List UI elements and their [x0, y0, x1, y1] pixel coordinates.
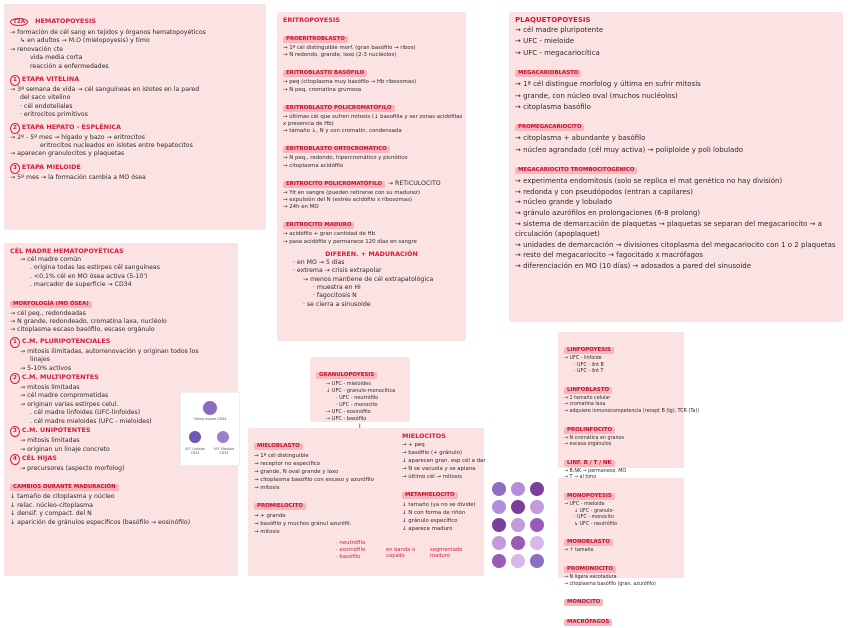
note-line: . cél madre mieloides (UFC - mieloides) — [30, 417, 152, 425]
granulo-stages-card — [248, 428, 484, 576]
note-line: · UFC - neutrófilo — [336, 395, 379, 401]
note-line: → Yit en sangre (pueden retirarse con su madurez) — [283, 189, 420, 196]
note-line: linajes — [30, 356, 50, 364]
note-line: → grande, con núcleo oval (muchos nucléolos) — [515, 91, 678, 100]
note-line: · UFC - lint B — [574, 362, 604, 368]
lymphoid-cell-icon — [189, 431, 201, 443]
note-line: → formación de cél sang en tejidos y órganos hematopoyéticos — [10, 29, 206, 36]
granulopoyesis-title: GRANULOPOYESIS — [316, 372, 377, 379]
morfologia-heading: MORFOLOGÍA (MO ÓSEA) — [10, 301, 92, 308]
note-line: → expulsión del N (estrés acidófilo x ribosomas) — [283, 197, 412, 204]
note-line: . cél madre linfoides (UFC-linfoides) — [30, 409, 141, 417]
hematopoyesis-card — [4, 4, 266, 230]
granulocyte-cell-icon — [530, 536, 544, 550]
note-line: → último cél → mitosis — [402, 474, 463, 480]
note-line: → pasa acidófilo y permanece 120 días en sangre — [283, 238, 417, 245]
note-line: → 1ª cél distinguible — [254, 453, 309, 459]
note-line: → mitosis — [254, 485, 280, 491]
note-line: → acidófilo + gran cantidad de Hb — [283, 231, 376, 238]
note-line: → 1ª cél distingue morfolog y última en sufrir mitosis — [515, 80, 701, 89]
promegacariocito-heading: PROMEGACARIOCITO — [515, 124, 584, 131]
note-line: → mitosis ilimitadas, autorrenovación y originan todos los — [20, 347, 199, 355]
note-line: → originan un linaje concreto — [20, 445, 110, 453]
note-line: → 1 tamaño celular — [564, 395, 611, 401]
en-banda-label: en banda o cayado — [386, 547, 416, 560]
note-line: · muestra en Hi — [313, 284, 361, 292]
note-line: · UFC - lint T — [574, 369, 604, 375]
note-line: → originan varias estirpes celul. — [20, 400, 119, 408]
monopoyesis-card — [558, 478, 684, 626]
note-line: · UFC - monocito — [336, 402, 378, 408]
celulas-hijas-heading: 4 CÉL HIJAS — [10, 454, 232, 465]
note-line: → adquiere inmunocompetencia (recept B (Ig), TCR (Ta)) — [564, 408, 700, 414]
note-line: . origina todas las estirpes cél sanguíneas — [30, 264, 160, 272]
note-line: → + peq — [402, 442, 425, 448]
multipotentes-heading: 2 C.M. MULTIPOTENTES — [10, 373, 232, 384]
note-line: → 1ª cél distinguible morf. (gran basófilo → ribos) — [283, 45, 416, 51]
linfocitos-heading: LINF. B / T / NK — [564, 460, 615, 467]
note-line: → redonda y con pseudópodos (entran a capilares) — [515, 187, 694, 196]
megacarioblasto-heading: MEGACARIOBLASTO — [515, 70, 581, 77]
granulocyte-cell-icon — [511, 500, 525, 514]
granulocyte-cell-icon — [530, 554, 544, 568]
note-line: → mitosis — [254, 529, 280, 535]
granulocyte-cell-icon — [511, 518, 525, 532]
note-line: → 5º mes → la formación cambia a MO ósea — [10, 173, 146, 181]
plaquetopoyesis-card — [509, 12, 843, 322]
note-line: ↳ en adultos → M.O (mielopoyesis) y timo — [20, 37, 150, 45]
note-line: → mitosis limitadas — [20, 384, 80, 392]
unipotentes-heading: 3 C.M. UNIPOTENTES — [10, 426, 232, 437]
note-line: → cél madre pluripotente — [515, 26, 604, 34]
note-line: → núcleo agrandado (cél muy activa) → poliploide y poli lobulado — [515, 145, 744, 154]
note-line: ↓ UFC - granulo-monocítica — [326, 388, 396, 394]
note-line: → diferenciación en MO (10 días) → adosados a pared del sinusoide — [515, 262, 752, 270]
diferenciacion-heading: DIFEREN. + MADURACIÓN — [325, 249, 418, 258]
note-line: → UFC - megacariocítica — [515, 48, 600, 57]
promonocito-heading: PROMONOCITO — [564, 566, 616, 573]
eritro-stage-heading: ERITROCITO MADURO — [283, 211, 460, 231]
note-line: → N peq, cromatina grumosa — [283, 86, 362, 93]
note-line: ↓ N con forma de riñón — [402, 510, 466, 516]
note-line: → escasa orgánulos — [564, 442, 612, 448]
macrofagos-heading: MACRÓFAGOS — [564, 619, 612, 626]
note-line: → precursores (aspecto morfolog) — [20, 464, 125, 472]
note-line: → UFC - basófilo — [326, 416, 367, 422]
note-line: → aparecen granulocitos y plaquetas — [10, 150, 125, 158]
note-line: → citoplasma acidófilo — [283, 162, 344, 169]
note-line: → + grande — [254, 513, 286, 519]
note-line: · extrema → crisis extrapolar — [293, 267, 382, 275]
bottom-item-basofilo: · basófilo — [336, 554, 361, 560]
granulopoyesis-card — [310, 357, 410, 422]
note-line: → 2º - 5º mes → hígado y bazo → eritrocitos — [10, 133, 145, 141]
note-line: → N grande, redondeado, cromatina laxa, nucléolo — [10, 318, 167, 326]
granulocyte-cell-icon — [511, 482, 525, 496]
granulocyte-cell-icon — [530, 518, 544, 532]
plaquetopoyesis-title: PLAQUETOPOYESIS — [515, 16, 591, 24]
note-line: ↓ aparece maduro — [402, 526, 453, 532]
note-line: ↓ UFC - granulo- — [574, 508, 615, 514]
note-line: → menos mantiene de cél extrapatológica — [303, 275, 434, 283]
note-line: → núcleo grande y lobulado — [515, 198, 613, 207]
note-line: → mitosis limitadas — [20, 437, 80, 445]
granulocyte-cell-icon — [492, 518, 506, 532]
bottom-item-eosinofilo: · eosinófilo — [336, 547, 366, 553]
granulocyte-cell-icon — [492, 554, 506, 568]
eritro-stage-heading: ERITROBLASTO ORTOCROMÁTICO — [283, 135, 460, 155]
megacariocito-heading: MEGACARIOCITO TROMBOCITOGÉNICO — [515, 167, 637, 174]
note-line: → renovación cte — [10, 45, 63, 53]
stem-cell-icon — [203, 401, 217, 415]
note-line: → cél madre comprometidas — [20, 392, 109, 400]
note-line: → citoplasma basófilo — [515, 103, 591, 112]
note-line: → citoplasma basófilo con escaso y azurófilo — [254, 477, 374, 483]
note-line: → basófilo y muchos gránul azurófil. — [254, 521, 352, 527]
note-line: → N cromática en granos — [564, 435, 624, 441]
etapa-mieloide-heading: 3 ETAPA MIELOIDE — [10, 163, 260, 174]
pluripotentes-heading: 1 C.M. PLURIPOTENCIALES — [10, 337, 232, 348]
note-line: · fagocitosis N — [313, 292, 357, 300]
granulocyte-cell-icon — [492, 536, 506, 550]
note-line: → UFC - linfoide — [564, 356, 602, 361]
note-line: . marcador de superficie → CD34 — [30, 281, 132, 289]
note-line: ↓ tamaño (ya no se divide) — [402, 502, 476, 508]
granulocyte-cell-icon — [511, 554, 525, 568]
prolinfocito-heading: PROLINFOCITO — [564, 427, 615, 434]
granulocyte-cell-icon — [492, 482, 506, 496]
note-line: → UFC - eosinófilo — [326, 409, 371, 415]
note-line: → cél madre común — [20, 256, 82, 263]
note-line: · cél endoteliales — [20, 102, 73, 110]
note-line: → 3ª semana de vida → cél sanguíneas en islotes en la pared — [10, 86, 200, 94]
note-line: → últimas cél que sufren mitosis (↓ basofilia y ser zonas acidófilas — [283, 113, 463, 120]
note-line: → 5-10% activos — [20, 364, 72, 372]
note-line: vida media corta — [30, 54, 83, 62]
myeloid-cell-icon — [217, 431, 229, 443]
mieloblasto-heading: MIELOBLASTO — [254, 443, 303, 450]
note-line: → basófilo (+ gránulo) — [402, 450, 462, 456]
note-line: → resto del megacariocito → fagocitado x macrófagos — [515, 251, 703, 260]
linfopoyesis-title: LINFOPOYESIS — [564, 347, 614, 354]
note-line: ↓ aparición de gránulos específicos (basófilo → eosinófilo) — [10, 518, 191, 526]
eritropoyesis-title: ERITROPOYESIS — [283, 16, 340, 24]
granulocyte-cell-icon — [511, 536, 525, 550]
monopoyesis-title: MONOPOYESIS — [564, 493, 615, 500]
page-title: HEMATOPOYESIS — [35, 17, 96, 25]
cambios-heading: CAMBIOS DURANTE MADURACIÓN — [10, 484, 119, 491]
eritro-stage-heading: ERITROBLASTO POLICROMATÓFILO — [283, 94, 460, 114]
granulocyte-cell-icon — [492, 500, 506, 514]
segmentado-label: segmentado maduro — [430, 547, 463, 560]
note-line: → citoplasma basófilo (gran. azurófilo) — [564, 581, 656, 587]
monoblasto-heading: MONOBLASTO — [564, 539, 613, 546]
granulocyte-cell-icon — [530, 500, 544, 514]
note-line: ↳ UFC - neutrófilo — [574, 521, 617, 527]
note-line: del saco vitelino — [20, 94, 71, 102]
note-line: → cromatina laxa — [564, 402, 606, 408]
note-line: → N se vacuola y se aplana — [402, 466, 476, 472]
eritropoyesis-card — [277, 12, 466, 341]
eritro-stage-heading: PROERITROBLASTO — [283, 25, 460, 45]
stem-cell-figure — [180, 392, 240, 466]
note-line: → B,NK → permanece, MO — [564, 468, 627, 474]
note-line: → UFC - mieloide — [515, 37, 575, 46]
note-line: · UFC - monocito — [574, 515, 614, 521]
note-line: → experimenta endomitosis (solo se replica el mat genético no hay división) — [515, 177, 783, 186]
note-line: → gránulo azurófilos en prolongaciones (6-8 prolong) — [515, 209, 701, 218]
figure-label-lymphoid: UFC Linfoide CD34 — [184, 447, 206, 455]
linfopoyesis-card — [558, 332, 700, 474]
etapa-hepato-heading: 2 ETAPA HEPATO - ESPLÉNICA — [10, 123, 260, 134]
note-line: → UFC - mieloide — [564, 502, 605, 507]
eritro-stage-heading: ERITROBLASTO BASÓFILO — [283, 59, 460, 79]
note-line: reacción a enfermedades — [30, 62, 109, 70]
note-line: → tamaño ↓, N y con cromatin. condensada — [283, 128, 402, 135]
note-line: · en MO → 5 días — [293, 258, 345, 266]
note-line: ↓ tamaño de citoplasma y núcleo — [10, 493, 115, 501]
note-line: → grande, N oval grande y laxo — [254, 469, 339, 475]
note-line: → ↑ tamaño — [564, 548, 594, 554]
note-line: → N redondo, grande, laxo (2-3 nucléolos) — [283, 52, 397, 59]
note-line: ↓ gránulo específico — [402, 518, 458, 524]
monocito-heading: MONOCITO — [564, 599, 603, 606]
note-line: ↓ densif. y compact. del N — [10, 510, 92, 518]
note-line: → peq (citoplasma muy basófilo → Hb ribosomas) — [283, 79, 417, 86]
figure-label-myeloid: UFC Mieloide CD34 — [213, 447, 235, 455]
mielocitos-heading: MIELOCITOS — [402, 432, 446, 440]
note-line: → sistema de demarcación de plaquetas → plaquetas se separan del megacariocito → a circulación (apoplaquet) — [515, 219, 822, 239]
figure-label-stem: Célula madre CD34 — [193, 417, 227, 421]
note-line: → receptor no específico — [254, 461, 321, 467]
note-line: → UFC - mieloides — [326, 381, 371, 387]
celulas-madre-title: CÉL MADRE HEMATOPOYÉTICAS — [10, 247, 124, 255]
note-line: · se cierra a sinusoide — [303, 300, 371, 308]
note-line: . <0,1% cél en MO ósea activa (5-10') — [30, 272, 148, 280]
note-line: → citoplasma + abundante y basófilo — [515, 134, 646, 143]
note-line: → N peq., redondo, hipercromático y picnótico — [283, 155, 408, 162]
promielocito-heading: PROMIELOCITO — [254, 503, 306, 510]
note-line: → 24h en MO — [283, 204, 319, 211]
note-line: ↓ aparecen gran. esp cél a dar — [402, 458, 486, 464]
note-line: ↓ relac. núcleo-citoplasma — [10, 501, 93, 509]
note-line: x presencia de Hb) — [283, 121, 334, 128]
note-line: · eritrocitos primitivos — [20, 111, 88, 119]
eritro-stage-heading: ERITROCITO POLICROMATÓFILO → RETICULOCITO — [283, 170, 460, 190]
note-line: → N ligera escotadura — [564, 574, 617, 580]
metamielocito-heading: METAMIELOCITO — [402, 492, 458, 499]
granulocyte-cell-icon — [530, 482, 544, 496]
title-tag: T2A — [10, 18, 28, 26]
note-line: → cél peq., redondeadas — [10, 309, 86, 317]
granulocyte-figure — [488, 476, 550, 576]
note-line: → unidades de demarcación → divisiones citoplasma del megacariocito con 1 o 2 plaquetas — [515, 240, 836, 249]
note-line: → citoplasma escaso basófilo, escaso orgánulo — [10, 326, 155, 334]
etapa-vitelina-heading: 1 ETAPA VITELINA — [10, 75, 260, 86]
bottom-item-neutrofilo: · neutrófilo — [336, 540, 366, 546]
linfoblasto-heading: LINFOBLASTO — [564, 387, 612, 394]
note-line: eritrocitos nucleados en islotes entre hepatocitos — [40, 142, 193, 150]
